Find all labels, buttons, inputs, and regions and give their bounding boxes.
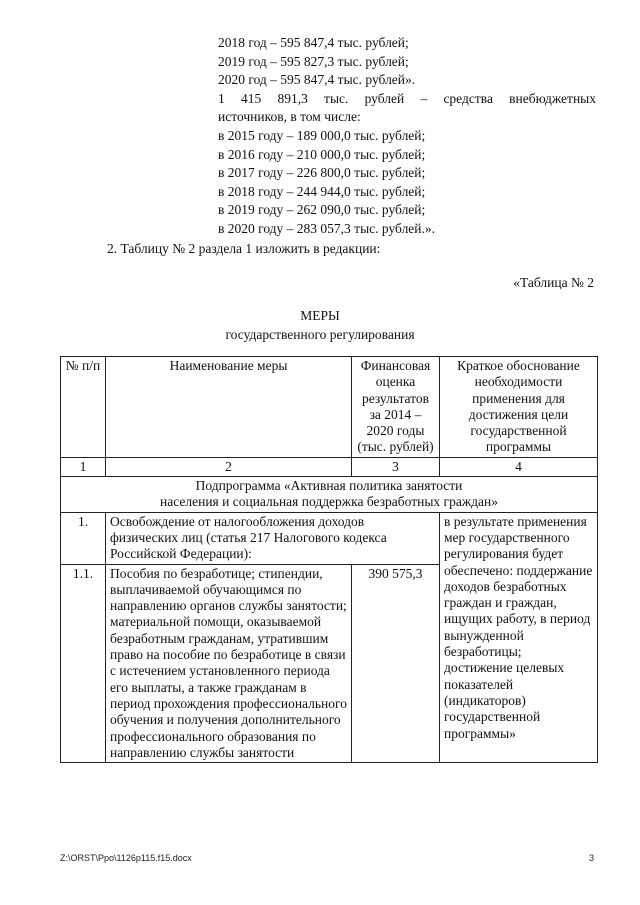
subprogram-line: населения и социальная поддержка безработных граждан»	[160, 494, 498, 510]
extrabudget-year: в 2018 году – 244 944,0 тыс. рублей;	[218, 183, 426, 199]
column-number: 2	[106, 457, 352, 476]
header-cell-number: № п/п	[61, 357, 106, 458]
column-number: 4	[440, 457, 598, 476]
funding-text-block	[218, 34, 596, 239]
row-number: 1.	[61, 512, 106, 564]
funding-line: 2018 год – 595 847,4 тыс. рублей;	[218, 35, 409, 50]
column-number-row	[61, 457, 598, 476]
extrabudget-year: в 2015 году – 189 000,0 тыс. рублей;	[218, 127, 426, 143]
extrabudget-year: в 2019 году – 262 090,0 тыс. рублей;	[218, 202, 426, 218]
table-reference: «Таблица № 2	[513, 275, 594, 290]
funding-line: 2019 год – 595 827,3 тыс. рублей;	[218, 53, 409, 69]
extrabudget-year: в 2016 году – 210 000,0 тыс. рублей;	[218, 146, 426, 162]
footer-file-path: Z:\ORST\Ppo\1126p115.f15.docx	[60, 853, 192, 863]
header-cell-justification: Краткое обоснование необходимости применения для достижения цели государственной программы	[440, 357, 598, 458]
measure-name: Пособия по безработице; стипендии, выплачиваемой обучающимся по направлению органов службы занятости; материальной помощи, оказываемой безработным гражданам, утратившим право на пособие по безработице в связи с истечением установленного периода его выплаты, а также гражданам в период прохождения профессионального обучения и получения дополнительного профессионального образования по направлению службы занятости	[106, 564, 352, 763]
header-cell-name: Наименование меры	[106, 357, 352, 458]
subprogram-row	[61, 477, 598, 513]
extrabudget-line: источников, в том числе:	[218, 109, 361, 125]
header-cell-estimate: Финансовая оценка результатов за 2014 – 2020 годы (тыс. рублей)	[352, 357, 440, 458]
subprogram-title	[61, 477, 598, 513]
section-heading	[0, 306, 640, 344]
extrabudget-year: в 2020 году – 283 057,3 тыс. рублей.».	[218, 220, 436, 236]
column-number: 3	[352, 457, 440, 476]
table-row	[61, 512, 598, 564]
paragraph-2: 2. Таблицу № 2 раздела 1 изложить в редакции:	[107, 241, 381, 256]
table-header-row	[61, 357, 598, 458]
extrabudget-year: в 2017 году – 226 800,0 тыс. рублей;	[218, 165, 426, 181]
subprogram-line: Подпрограмма «Активная политика занятости	[195, 478, 463, 494]
justification-cell: в результате применения мер государственного регулирования будет обеспечено: поддержание доходов безработных граждан и граждан, ищущих работу, в период вынужденной безработицы; достижение целевых показателей (индикаторов) государственной программы»	[440, 512, 598, 762]
extrabudget-line: 1 415 891,3 тыс. рублей – средства внебюджетных	[218, 90, 596, 106]
footer-page-number: 3	[589, 853, 595, 863]
measure-name: Освобождение от налогообложения доходов физических лиц (статья 217 Налогового кодекса Российской Федерации):	[106, 512, 440, 564]
column-number: 1	[61, 457, 106, 476]
funding-line: 2020 год – 595 847,4 тыс. рублей».	[218, 72, 416, 88]
heading-subtitle: государственного регулирования	[225, 327, 415, 342]
heading-title: МЕРЫ	[300, 308, 340, 323]
measures-table	[60, 356, 598, 763]
row-number: 1.1.	[61, 564, 106, 763]
financial-estimate: 390 575,3	[352, 564, 440, 763]
